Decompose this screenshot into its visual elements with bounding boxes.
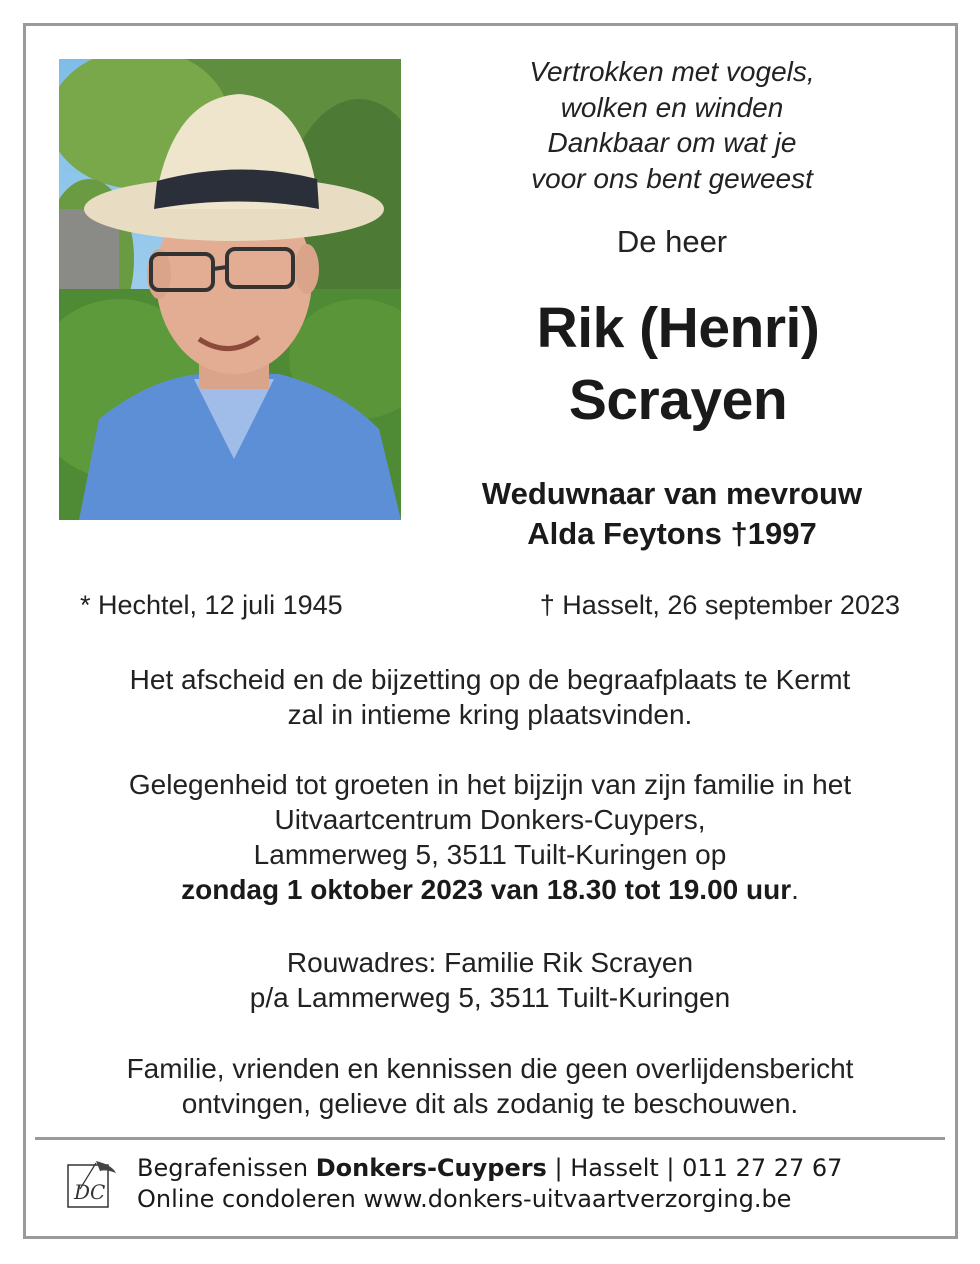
poem-line: voor ons bent geweest [531,162,813,194]
ceremony-paragraph [40,662,940,732]
text-line: ontvingen, gelieve dit als zodanig te beschouwen. [181,1088,799,1119]
text-line: Rouwadres: Familie Rik Scrayen [286,947,694,978]
visitation-datetime: zondag 1 oktober 2023 van 18.30 tot 19.00 uur [181,874,792,905]
footer-prefix: Begrafenissen [137,1154,316,1182]
first-name: Rik (Henri) [536,296,820,360]
birth-info: * Hechtel, 12 juli 1945 [80,590,343,620]
widower-info [430,474,914,554]
separator: | [658,1154,683,1182]
online-label: Online condoleren [137,1185,364,1213]
funeral-home-logo [66,1159,118,1211]
death-info: † Hasselt, 26 september 2023 [539,590,900,620]
deceased-name [430,292,926,436]
text-line: Lammerweg 5, 3511 Tuilt-Kuringen op [253,839,727,870]
address-paragraph [40,945,940,1015]
notice-paragraph [40,1051,940,1121]
footer [137,1153,842,1215]
website-link[interactable]: www.donkers-uitvaartverzorging.be [363,1185,792,1213]
text-line: Het afscheid en de bijzetting op de begraafplaats te Kermt [129,664,851,695]
portrait-photo [59,59,401,520]
text-line: Familie, vrienden en kennissen die geen overlijdensbericht [126,1053,854,1084]
text-line: zal in intieme kring plaatsvinden. [287,699,693,730]
phone-number[interactable]: 011 27 27 67 [682,1154,843,1182]
visitation-datetime-line [40,872,940,907]
visitation-paragraph [40,767,940,907]
separator: | [546,1154,571,1182]
footer-line-1 [137,1153,842,1184]
text-line: Uitvaartcentrum Donkers-Cuypers, [274,804,706,835]
text-line: Gelegenheid tot groeten in het bijzijn van zijn familie in het [128,769,852,800]
poem-line: Dankbaar om wat je [547,127,797,158]
text-line: p/a Lammerweg 5, 3511 Tuilt-Kuringen [249,982,731,1013]
poem-line: wolken en winden [560,91,784,123]
widower-line: Alda Feytons †1997 [527,516,817,551]
footer-line-2 [137,1184,842,1215]
poem-line: Vertrokken met vogels, [529,56,815,87]
company-name: Donkers-Cuypers [315,1154,547,1182]
poem [430,54,914,196]
portrait-illustration [59,59,401,520]
honorific: De heer [616,224,728,259]
logo-text: DC [74,1180,106,1204]
widower-line: Weduwnaar van mevrouw [481,476,863,511]
period: . [791,874,799,905]
last-name: Scrayen [568,368,788,432]
footer-divider [35,1137,945,1140]
city: Hasselt [570,1154,659,1182]
